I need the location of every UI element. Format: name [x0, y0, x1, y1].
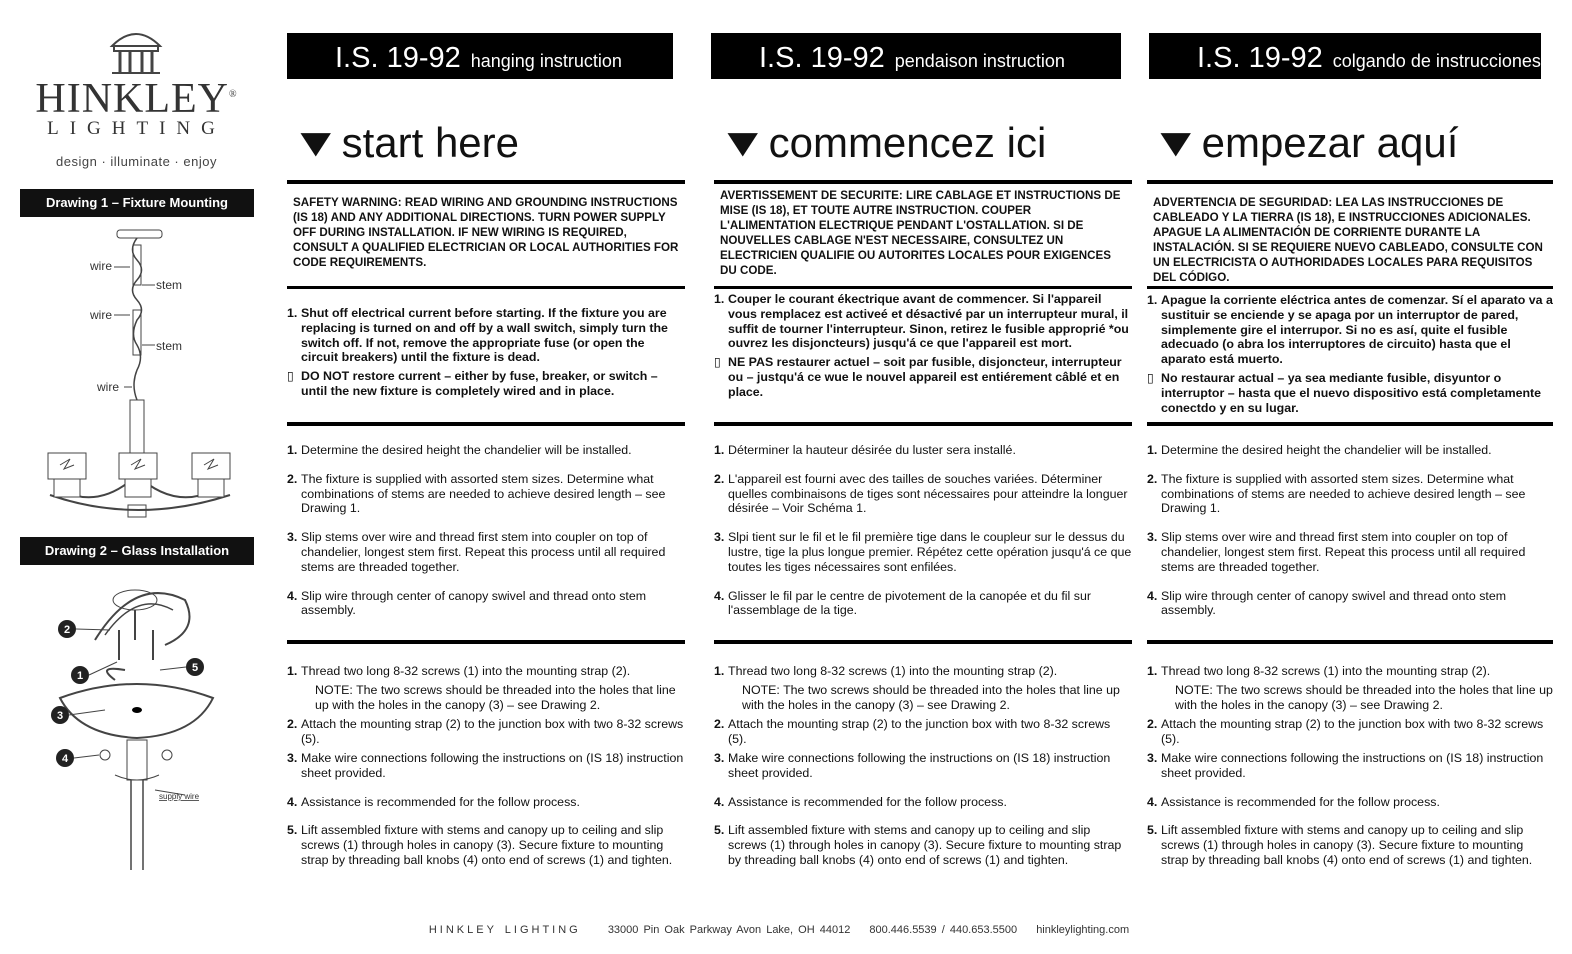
start-heading — [1150, 119, 1459, 166]
pre-steps — [1147, 293, 1553, 419]
list-item: 4. Assistance is recommended for the follow process. — [1147, 794, 1440, 809]
note: NOTE: The two screws should be threaded into the holes that line up with the holes in the canopy (3) – see Drawing 2. — [742, 682, 1120, 712]
safety-warning: AVERTISSEMENT DE SECURITE: LIRE CABLAGE ET INSTRUCTIONS DE MISE (IS 18), ET TOUTE AUTRE INSTRUCTION. COUPER L'ALIMENTATION ELECTRIQUE PENDANT L'OSTALLATION. SI DE NOUVELLES CABLAGE N'EST NECESSAIRE, CONSULTEZ UN ELECTRICIEN QUALIFIE OU AUTORITES LOCALES POUR EXIGENCES DU CODE. — [720, 189, 1121, 277]
header-code: I.S. 19-92 — [335, 42, 461, 74]
header-subtitle: pendaison instruction — [894, 51, 1065, 71]
drawing1-fixture-illustration — [40, 225, 245, 525]
footer-phone: 800.446.5539 / 440.653.5500 — [869, 924, 1018, 936]
list-item: ▯ DO NOT restore current – either by fuse, breaker, or switch – until the new fixture is completely wired and in place. — [287, 369, 658, 398]
mounting-steps — [287, 664, 685, 872]
logo-tagline: design · illuminate · enjoy — [56, 154, 217, 169]
chevron-down-icon: ▼ — [1150, 121, 1202, 165]
chevron-down-icon: ▼ — [717, 121, 769, 165]
divider — [287, 422, 685, 426]
callout-1: 1 — [76, 670, 84, 682]
list-item: 1. Thread two long 8-32 screws (1) into the mounting strap (2). — [287, 664, 631, 678]
divider — [1147, 180, 1553, 184]
list-item: 2. The fixture is supplied with assorted stem sizes. Determine what combinations of stems are needed to achieve desired length – see Drawing 1. — [1147, 471, 1526, 516]
note: NOTE: The two screws should be threaded into the holes that line up with the holes in the canopy (3) – see Drawing 2. — [315, 682, 676, 712]
list-item: 1. Thread two long 8-32 screws (1) into the mounting strap (2). — [714, 664, 1058, 678]
list-item: 2. The fixture is supplied with assorted stem sizes. Determine what combinations of stems are needed to achieve desired length – see Drawing 1. — [287, 471, 666, 516]
divider — [714, 422, 1132, 426]
list-item: 5. Lift assembled fixture with stems and canopy up to ceiling and slip screws (1) through holes in canopy (3). Secure fixture to mounting strap by threading ball knobs (4) onto end of screws (1) and tighten. — [1147, 823, 1533, 867]
footer — [0, 924, 1572, 936]
list-item: 5. Lift assembled fixture with stems and canopy up to ceiling and slip screws (1) through holes in canopy (3). Secure fixture to mounting strap by threading ball knobs (4) onto end of screws (1) and tighten. — [714, 823, 1122, 867]
list-item: ▯ NE PAS restaurer actuel – soit par fusible, disjoncteur, interrupteur ou – justqu'á ce wue le nouvel appareil est entiérement câblé et en place. — [714, 355, 1122, 399]
pre-steps — [714, 292, 1132, 404]
stem-steps — [287, 443, 685, 622]
column-header — [287, 33, 673, 79]
start-title: start here — [341, 119, 520, 166]
divider — [714, 180, 1132, 184]
list-item: 2. Attach the mounting strap (2) to the junction box with two 8-32 screws (5). — [287, 717, 684, 747]
drawing1-label-wire: wire — [90, 308, 113, 322]
list-item: 1. Determine the desired height the chandelier will be installed. — [287, 443, 632, 457]
list-item: 4. Assistance is recommended for the follow process. — [287, 794, 580, 809]
divider — [287, 640, 685, 644]
drawing1-label-wire: wire — [97, 380, 120, 394]
supply-wire-label: supply wire — [159, 792, 200, 801]
divider — [714, 286, 1132, 289]
list-item: 4. Assistance is recommended for the follow process. — [714, 794, 1007, 809]
start-title: commencez ici — [768, 119, 1047, 166]
list-item: 3. Slip stems over wire and thread first stem into coupler on top of chandelier, longest stem first. Repeat this process until all required stems are threaded together. — [1147, 530, 1526, 574]
pre-steps — [287, 306, 685, 403]
callout-3: 3 — [56, 710, 64, 722]
divider — [1147, 640, 1553, 644]
list-item: 4. Slip wire through center of canopy swivel and thread onto stem assembly. — [287, 588, 647, 618]
drawing1-label-wire: wire — [90, 259, 113, 273]
list-item: ▯ No restaurar actual – ya sea mediante fusible, disyuntor o interruptor – hasta que el nuevo dispositivo está completamente conectdo y en su lugar. — [1147, 370, 1542, 415]
divider — [1147, 286, 1553, 289]
drawing1-title: Drawing 1 – Fixture Mounting — [20, 189, 254, 217]
header-code: I.S. 19-92 — [759, 42, 885, 74]
stem-steps — [1147, 443, 1553, 622]
list-item: 1. Determine the desired height the chandelier will be installed. — [1147, 443, 1492, 457]
start-title: empezar aquí — [1201, 119, 1459, 166]
callout-2: 2 — [63, 624, 71, 636]
header-code: I.S. 19-92 — [1197, 42, 1323, 74]
list-item: 1. Shut off electrical current before starting. If the fixture you are replacing is turned on and off by a wall switch, simply turn the switch off. If not, remove the appropriate fuse (or open the circuit breakers) until the fixture is dead. — [287, 306, 668, 365]
list-item: 2. Attach the mounting strap (2) to the junction box with two 8-32 screws (5). — [1147, 717, 1544, 747]
list-item: 1. Déterminer la hauteur désirée du luster sera installé. — [714, 443, 1016, 457]
drawing2-title: Drawing 2 – Glass Installation — [20, 537, 254, 565]
column-header — [711, 33, 1121, 79]
divider — [1147, 422, 1553, 426]
list-item: 1. Thread two long 8-32 screws (1) into the mounting strap (2). — [1147, 664, 1491, 678]
mounting-steps — [1147, 664, 1553, 872]
callout-5: 5 — [191, 662, 199, 674]
note: NOTE: The two screws should be threaded into the holes that line up with the holes in the canopy (3) – see Drawing 2. — [1175, 682, 1553, 712]
footer-website: hinkleylighting.com — [1036, 924, 1130, 936]
logo-sub: LIGHTING — [47, 118, 226, 139]
start-heading — [290, 119, 520, 166]
list-item: 1. Apague la corriente eléctrica antes de comenzar. Sí el aparato va a sustituir se enciende y se apaga por un interruptor de pared, simplemente gire el interrupor. Si no es así, quite el fusible adecuado (o abra los interruptores de circuito) hasta que el aparato está muerto. — [1147, 293, 1553, 367]
list-item: 3. Make wire connections following the instructions on (IS 18) instruction sheet provided. — [714, 750, 1111, 780]
footer-brand: HINKLEY LIGHTING — [428, 924, 581, 936]
list-item: 5. Lift assembled fixture with stems and canopy up to ceiling and slip screws (1) through holes in canopy (3). Secure fixture to mounting strap by threading ball knobs (4) onto end of screws (1) and tighten. — [287, 823, 673, 867]
footer-address: 33000 Pin Oak Parkway Avon Lake, OH 44012 — [607, 924, 851, 936]
drawing1-label-stem: stem — [156, 278, 183, 292]
list-item: 3. Make wire connections following the instructions on (IS 18) instruction sheet provided. — [287, 750, 684, 780]
list-item: 2. Attach the mounting strap (2) to the junction box with two 8-32 screws (5). — [714, 717, 1111, 747]
logo-name: HINKLEY® — [35, 76, 238, 122]
drawing1-label-stem: stem — [156, 339, 183, 353]
list-item: 1. Couper le courant ékectrique avant de commencer. Si l'appareil vous remplacez est activeé et désactivé par un interrupteur mural, il suffit de tourner l'interrupteur. Sinon, retirez le fusible approprié *ou ouvrez les disjoncteurs) jusqu'á ce que l'appareil est mort. — [714, 292, 1129, 351]
start-heading — [717, 119, 1047, 166]
safety-warning: SAFETY WARNING: READ WIRING AND GROUNDING INSTRUCTIONS (IS 18) AND ANY ADDITIONAL DIRECTIONS. TURN POWER SUPPLY OFF DURING INSTALLATION. IF NEW WIRING IS REQUIRED, CONSULT A QUALIFIED ELECTRICIAN OR LOCAL AUTHORITIES FOR CODE REQUIREMENTS. — [293, 196, 679, 269]
safety-warning: ADVERTENCIA DE SEGURIDAD: LEA LAS INSTRUCCIONES DE CABLEADO Y LA TIERRA (IS 18), E INSTRUCCIONES ADICIONALES. APAGUE LA ALIMENTACIÓN DE CORRIENTE DURANTE LA INSTALACIÓN. SI SE REQUIERE NUEVO CABLEADO, CONSULTE CON UN ELECTRICISTA O AUTHORIDADES LOCALES PARA REQUISITOS DEL CÓDIGO. — [1153, 196, 1543, 284]
logo-emblem-icon — [108, 26, 164, 76]
list-item: 4. Glisser le fil par le centre de pivotement de la canopée et du fil sur l'assemblage de la tige. — [714, 588, 1091, 618]
list-item: 3. Make wire connections following the instructions on (IS 18) instruction sheet provided. — [1147, 750, 1544, 780]
divider — [714, 640, 1132, 644]
chevron-down-icon: ▼ — [290, 121, 342, 165]
divider — [287, 180, 685, 184]
header-subtitle: colgando de instrucciones — [1332, 51, 1541, 71]
callout-4: 4 — [61, 753, 69, 765]
header-subtitle: hanging instruction — [470, 51, 622, 71]
divider — [287, 286, 685, 289]
list-item: 3. Slip stems over wire and thread first stem into coupler on top of chandelier, longest stem first. Repeat this process until all required stems are threaded together. — [287, 530, 666, 574]
mounting-steps — [714, 664, 1132, 872]
list-item: 3. Slpi tient sur le fil et le fil première tige dans le coupleur sur le dessus du lustre, tige la plus longue premier. Répétez cette opération jusqu'á ce que toutes les tiges nécessaires sont enfilées. — [714, 530, 1132, 574]
stem-steps — [714, 443, 1132, 622]
drawing2-glass-illustration — [45, 570, 245, 870]
column-header — [1149, 33, 1541, 79]
list-item: 2. L'appareil est fourni avec des tailles de souches variées. Déterminer quelles combinaisons de tiges sont nécessaires pour atteindre la longuer désirée – Voir Schéma 1. — [714, 471, 1128, 516]
list-item: 4. Slip wire through center of canopy swivel and thread onto stem assembly. — [1147, 588, 1507, 618]
